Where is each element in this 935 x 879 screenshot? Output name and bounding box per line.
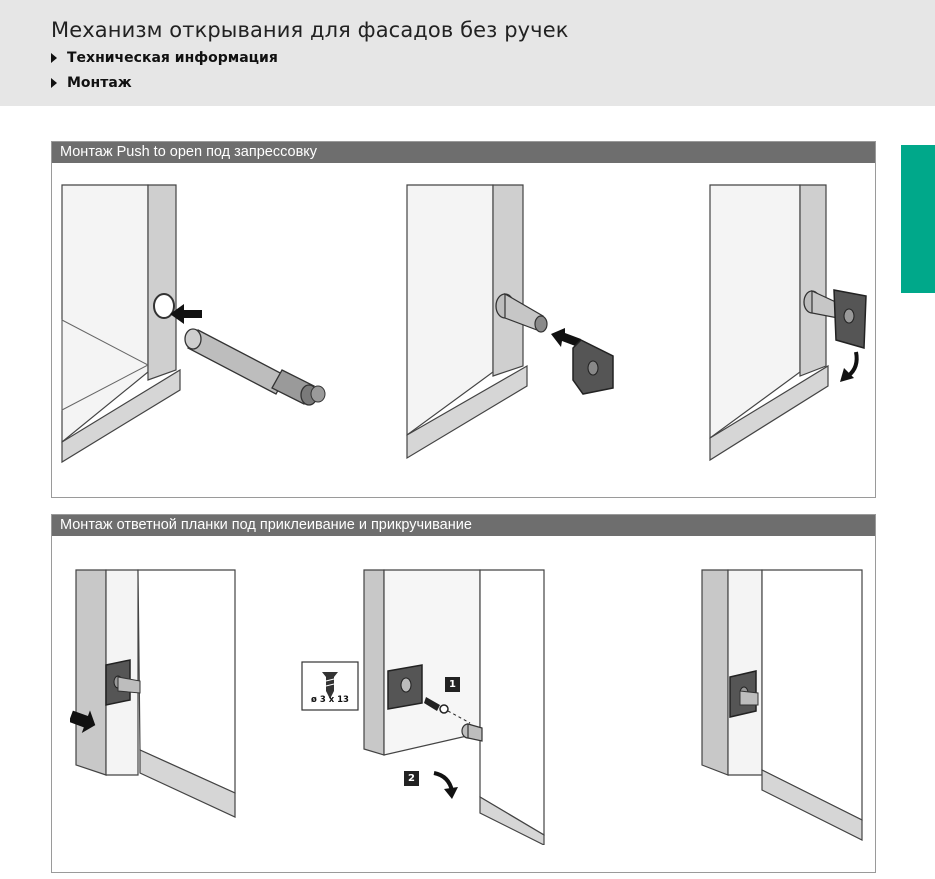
nav-link-label: Монтаж xyxy=(67,75,132,91)
page-header xyxy=(0,0,935,106)
illustration-striker-plate-press xyxy=(70,565,240,825)
illustration-plate-mounted xyxy=(700,565,865,850)
nav-link-technical-info[interactable] xyxy=(51,50,278,66)
screw-size-label: ø 3 x 13 xyxy=(311,695,349,705)
illustration-attach-cap xyxy=(405,180,615,470)
nav-link-mounting[interactable] xyxy=(51,75,132,91)
triangle-right-icon xyxy=(51,78,57,88)
nav-link-label: Техническая информация xyxy=(67,50,278,66)
step-2-label: 2 xyxy=(408,773,415,784)
illustration-screw-plate xyxy=(300,565,550,845)
illustration-rotate-cap xyxy=(708,180,878,470)
step-1-label: 1 xyxy=(449,679,456,690)
illustration-insert-push-latch xyxy=(60,180,350,470)
triangle-right-icon xyxy=(51,53,57,63)
page-title: Механизм открывания для фасадов без ручек xyxy=(51,18,569,42)
section-tab-marker[interactable] xyxy=(901,145,935,293)
section-title: Монтаж Push to open под запрессовку xyxy=(52,142,875,163)
section-title: Монтаж ответной планки под приклеивание и прикручивание xyxy=(52,515,875,536)
